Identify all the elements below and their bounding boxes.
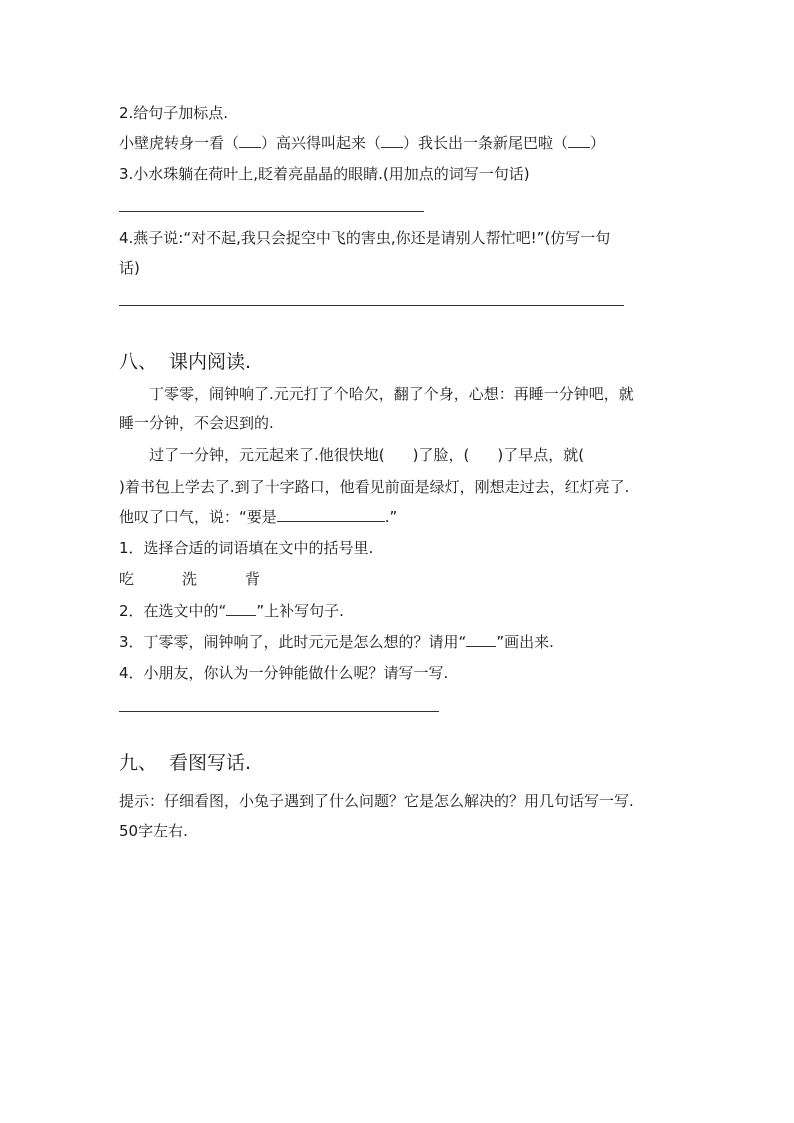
passage-p2-line-2: )着书包上学去了.到了十字路口，他看见前面是绿灯，刚想走过去，红灯亮了.	[119, 478, 630, 496]
punct-blank-1[interactable]	[239, 147, 261, 148]
q3-prompt: 3.小水珠躺在荷叶上,眨着亮晶晶的眼睛.(用加点的词写一句话)	[119, 165, 530, 183]
q2-part-4: ）	[590, 134, 606, 152]
section-9-number: 九、	[119, 752, 158, 774]
q2-part-3: ）我长出一条新尾巴啦（	[403, 134, 569, 152]
passage-p2-part-b: )了脸，(	[412, 446, 470, 464]
q4-prompt-line-1: 4.燕子说:“对不起,我只会捉空中飞的害虫,你还是请别人帮忙吧!”(仿写一句	[119, 229, 611, 247]
q4-prompt-line-2: 话)	[119, 259, 140, 277]
reading-q2-blank-marker	[226, 615, 256, 616]
reading-q2-part-b: ”上补写句子.	[256, 602, 344, 620]
sentence-blank[interactable]	[277, 521, 385, 522]
passage-p1-line-1: 丁零零，闹钟响了.元元打了个哈欠，翻了个身，心想：再睡一分钟吧，就	[149, 385, 634, 403]
section-8-heading	[119, 350, 251, 374]
q4-answer-line[interactable]	[119, 305, 624, 306]
word-option-2[interactable]: 洗	[182, 570, 198, 588]
reading-q2-part-a: 2．在选文中的“	[119, 602, 227, 620]
reading-q3-blank-marker	[466, 646, 496, 647]
passage-p2-part-a: 过了一分钟，元元起来了.他很快地(	[149, 446, 385, 464]
reading-q3-part-b: ”画出来.	[496, 633, 554, 651]
section-8-title: 课内阅读.	[169, 351, 252, 373]
passage-p2-line-3b: .”	[384, 508, 398, 526]
writing-hint-line-1: 提示：仔细看图，小兔子遇到了什么问题？它是怎么解决的？用几句话写一写.	[119, 792, 634, 810]
punct-blank-2[interactable]	[381, 147, 403, 148]
q2-part-2: ）高兴得叫起来（	[261, 134, 382, 152]
passage-p2-line-3	[119, 507, 397, 527]
punct-blank-3[interactable]	[568, 147, 590, 148]
passage-p2-line-3a: 他叹了口气，说：“要是	[119, 508, 277, 526]
reading-q4-answer-line[interactable]	[119, 711, 439, 712]
word-option-3[interactable]: 背	[245, 570, 261, 588]
passage-p2-line-1	[149, 445, 584, 465]
passage-p1-line-2: 睡一分钟，不会迟到的.	[119, 414, 274, 432]
writing-hint-line-2: 50字左右.	[119, 822, 188, 840]
reading-q1: 1．选择合适的词语填在文中的括号里.	[119, 539, 374, 557]
q3-answer-line[interactable]	[119, 211, 424, 212]
reading-q4: 4．小朋友，你认为一分钟能做什么呢？请写一写.	[119, 664, 449, 682]
word-option-1[interactable]: 吃	[119, 570, 135, 588]
reading-q3-part-a: 3．丁零零，闹钟响了，此时元元是怎么想的？请用“	[119, 633, 467, 651]
passage-p2-part-c: )了早点，就(	[497, 446, 585, 464]
section-9-title: 看图写话.	[169, 752, 252, 774]
q2-sentence	[119, 133, 605, 153]
q2-prompt: 2.给句子加标点.	[119, 104, 229, 122]
reading-q3	[119, 632, 554, 652]
word-options	[119, 569, 260, 589]
q2-part-1: 小壁虎转身一看（	[119, 134, 240, 152]
reading-q2	[119, 601, 344, 621]
section-8-number: 八、	[119, 351, 158, 373]
section-9-heading	[119, 751, 251, 775]
